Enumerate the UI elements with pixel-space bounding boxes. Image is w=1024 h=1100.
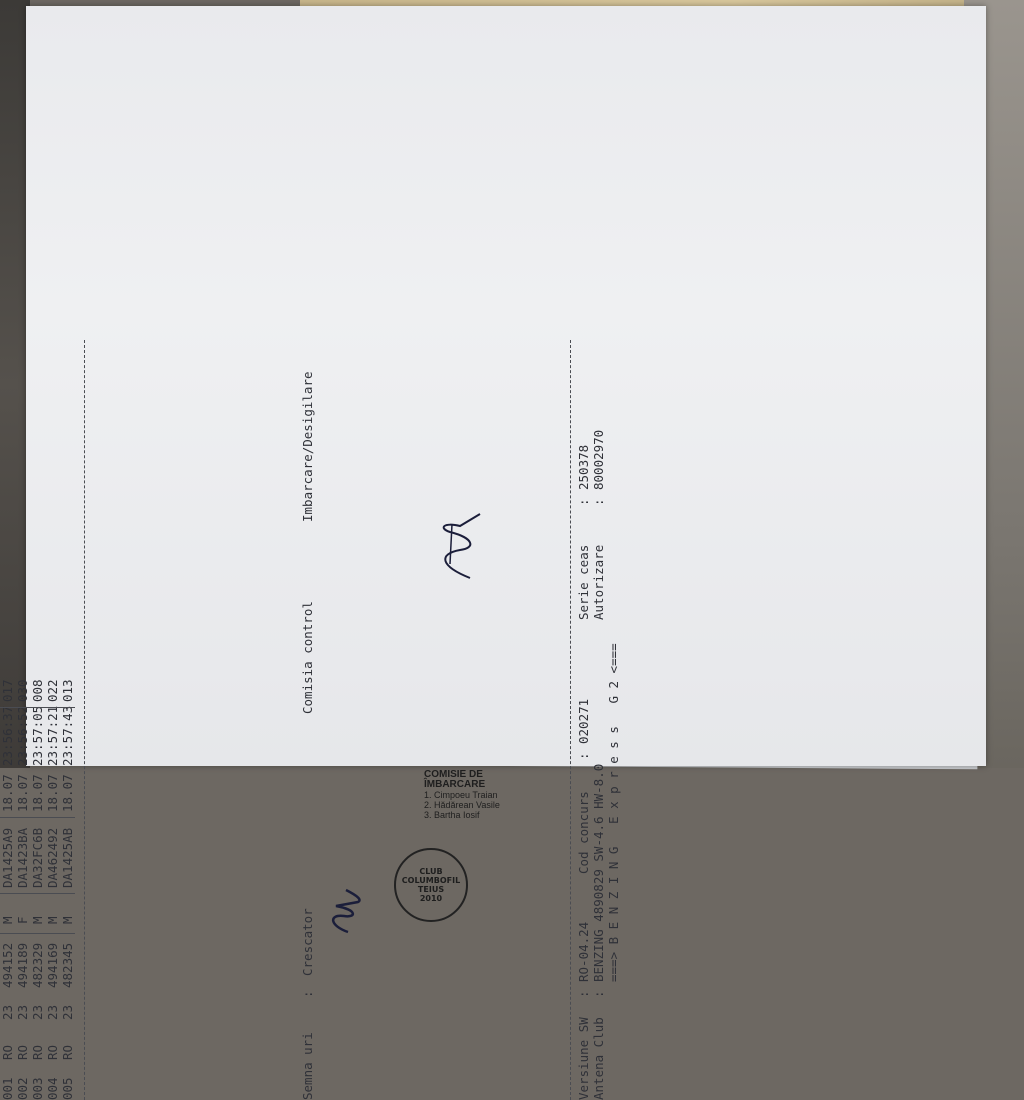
crescator-signature [318,880,362,940]
commission-stamp [424,770,534,820]
table-row-divider [30,817,45,818]
table-row-divider [45,707,60,708]
commission-member: 3. Bartha Iosif [424,810,480,820]
table-cell-senzor: DA1425A9 [0,827,15,888]
semnaturi-separator: : [300,990,315,998]
table-cell-tara: RO [60,1044,75,1060]
table-cell-tara: RO [15,1044,30,1060]
stamp-line: COLUMBOFIL [401,876,461,885]
table-row-divider [45,933,60,934]
crescator-label: Crescator [300,908,315,976]
serie-ceas-separator: : [576,498,591,506]
table-cell-an: 23 [30,1004,45,1020]
autorizare-separator: : [591,498,606,506]
table-row-divider [60,817,75,818]
table-row-divider [0,893,15,894]
imbarcare-desigilare-label: Imbarcare/Desigilare [300,371,315,522]
table-cell-data: 18.07 [0,774,15,812]
table-cell-serie: 494189 [15,942,30,988]
stamp-line: TEIUS [417,885,445,894]
table-cell-obs: 013 [60,679,75,702]
table-cell-serie: 494169 [45,942,60,988]
table-row-divider [60,933,75,934]
table-cell-nr: 003 [30,1077,45,1100]
antena-club-label: Antena Club [591,1017,606,1100]
table-cell-ora: 23:56:37 [0,705,15,766]
table-row-divider [15,707,30,708]
comisia-control-label: Comisia control [300,601,315,714]
stamp-line: 2010 [419,894,443,903]
table-row-divider [45,893,60,894]
table-cell-obs: 008 [30,679,45,702]
table-cell-sex: M [30,916,45,924]
table-row-divider [0,817,15,818]
table-row-divider [60,707,75,708]
table-cell-senzor: DA462492 [45,827,60,888]
footer-top-rule [570,340,571,1100]
table-cell-nr: 005 [60,1077,75,1100]
table-cell-ora: 23:57:05 [30,705,45,766]
table-cell-data: 18.07 [45,774,60,812]
table-row-divider [15,933,30,934]
printed-sheet [0,6,986,1100]
table-cell-senzor: DA1425AB [60,827,75,888]
table-row-divider [30,893,45,894]
commission-stamp-title: COMISIE DE ÎMBARCARE [424,769,486,790]
table-cell-an: 23 [60,1004,75,1020]
table-cell-an: 23 [15,1004,30,1020]
table-row-divider [60,893,75,894]
table-cell-tara: RO [0,1044,15,1060]
table-row-divider [0,707,15,708]
autorizare-label: Autorizare [591,544,606,620]
table-row-divider [45,817,60,818]
table-cell-serie: 494152 [0,942,15,988]
table-cell-ora: 23:57:21 [45,705,60,766]
document-content [0,340,650,1100]
cod-concurs-label: Cod concurs [576,791,591,874]
table-row-divider [30,707,45,708]
antena-club-separator: : [591,990,606,998]
table-cell-sex: M [60,916,75,924]
table-bottom-rule [84,340,85,1100]
table-cell-nr: 004 [45,1077,60,1100]
table-cell-obs: 017 [0,679,15,702]
table-cell-ora: 23:56:52 [15,705,30,766]
table-row-divider [30,933,45,934]
table-cell-ora: 23:57:43 [60,705,75,766]
club-round-stamp [394,848,468,922]
table-cell-senzor: DA1423BA [15,827,30,888]
table-cell-sex: F [15,916,30,924]
cod-concurs-separator: : [576,752,591,760]
table-cell-tara: RO [45,1044,60,1060]
table-cell-sex: M [45,916,60,924]
autorizare-value: 80002970 [591,429,606,490]
table-cell-data: 18.07 [30,774,45,812]
table-cell-obs: 022 [45,679,60,702]
table-row-divider [15,817,30,818]
table-cell-obs: 030 [15,679,30,702]
table-cell-an: 23 [0,1004,15,1020]
table-row-divider [15,893,30,894]
versiune-sw-value: RO-04.24 [576,921,591,982]
table-cell-senzor: DA32FC6B [30,827,45,888]
table-cell-nr: 002 [15,1077,30,1100]
cod-concurs-value: 020271 [576,698,591,744]
table-cell-tara: RO [30,1044,45,1060]
table-row-divider [0,933,15,934]
table-cell-serie: 482329 [30,942,45,988]
commission-signature [430,504,490,584]
table-cell-an: 23 [45,1004,60,1020]
stamp-line: CLUB [419,867,443,876]
serie-ceas-label: Serie ceas [576,544,591,620]
table-cell-sex: M [0,916,15,924]
table-cell-nr: 001 [0,1077,15,1100]
versiune-sw-separator: : [576,990,591,998]
antena-club-value: BENZING 4890829 SW-4.6 HW-8.0 [591,763,606,982]
commission-member: 2. Hădărean Vasile [424,800,500,810]
table-cell-serie: 482345 [60,942,75,988]
versiune-sw-label: Versiune SW [576,1017,591,1100]
semnaturi-label: Semna uri [300,1032,315,1100]
benzing-express-line: ===> B E N Z I N G E x p r e s s G 2 <=== [606,643,621,982]
serie-ceas-value: 250378 [576,444,591,490]
table-cell-data: 18.07 [60,774,75,812]
table-cell-data: 18.07 [15,774,30,812]
commission-member: 1. Cimpoeu Traian [424,790,498,800]
